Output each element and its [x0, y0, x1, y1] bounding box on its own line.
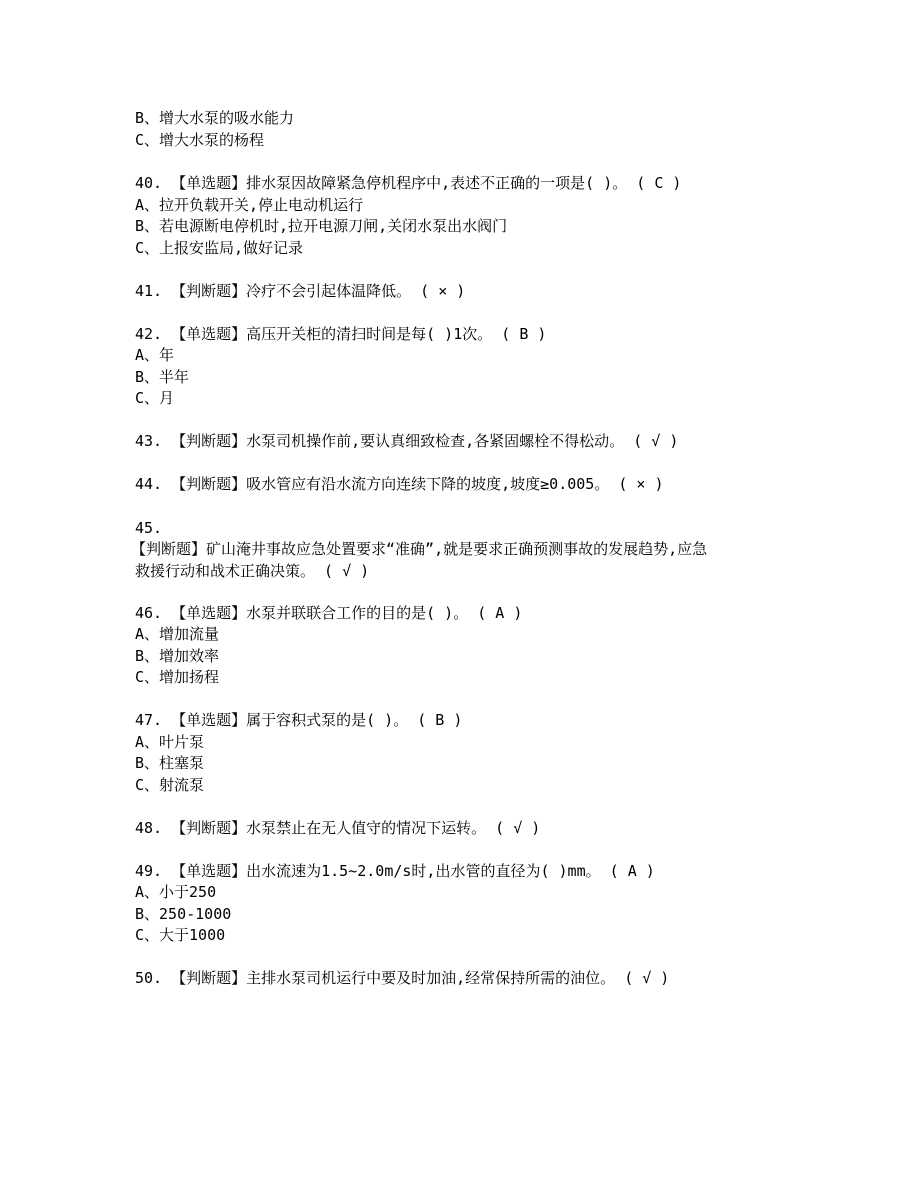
question-42: 42. 【单选题】高压开关柜的清扫时间是每( )1次。 ( B )	[135, 325, 547, 343]
option-46-c: C、增加扬程	[135, 668, 220, 686]
question-41: 41. 【判断题】冷疗不会引起体温降低。 ( × )	[135, 282, 466, 300]
option-40-c: C、上报安监局,做好记录	[135, 239, 304, 257]
option-47-b: B、柱塞泵	[135, 754, 205, 772]
option-49-a: A、小于250	[135, 883, 217, 901]
question-50: 50. 【判断题】主排水泵司机运行中要及时加油,经常保持所需的油位。 ( √ )	[135, 969, 670, 987]
option-47-c: C、射流泵	[135, 776, 205, 794]
option-42-a: A、年	[135, 346, 175, 364]
question-47: 47. 【单选题】属于容积式泵的是( )。 ( B )	[135, 711, 463, 729]
question-46: 46. 【单选题】水泵并联联合工作的目的是( )。 ( A )	[135, 604, 523, 622]
question-45-number: 45.	[135, 519, 163, 537]
option-39-c: C、增大水泵的杨程	[135, 131, 265, 149]
option-42-b: B、半年	[135, 368, 190, 386]
option-40-b: B、若电源断电停机时,拉开电源刀闸,关闭水泵出水阀门	[135, 217, 508, 235]
question-40: 40. 【单选题】排水泵因故障紧急停机程序中,表述不正确的一项是( )。 ( C )	[135, 174, 682, 192]
question-44: 44. 【判断题】吸水管应有沿水流方向连续下降的坡度,坡度≥0.005。 ( × )	[135, 475, 664, 493]
question-49: 49. 【单选题】出水流速为1.5~2.0m/s时,出水管的直径为( )mm。 ( A )	[135, 862, 655, 880]
question-43: 43. 【判断题】水泵司机操作前,要认真细致检查,各紧固螺栓不得松动。 ( √ )	[135, 432, 679, 450]
option-49-b: B、250-1000	[135, 905, 232, 923]
question-45-text-cont: 救援行动和战术正确决策。 ( √ )	[135, 562, 370, 580]
option-40-a: A、拉开负载开关,停止电动机运行	[135, 196, 364, 214]
option-47-a: A、叶片泵	[135, 733, 205, 751]
option-46-b: B、增加效率	[135, 647, 220, 665]
option-39-b: B、增大水泵的吸水能力	[135, 109, 295, 127]
option-46-a: A、增加流量	[135, 625, 220, 643]
question-45-text: 【判断题】矿山淹井事故应急处置要求“准确”,就是要求正确预测事故的发展趋势,应急	[131, 540, 708, 558]
option-49-c: C、大于1000	[135, 926, 226, 944]
question-48: 48. 【判断题】水泵禁止在无人值守的情况下运转。 ( √ )	[135, 819, 541, 837]
option-42-c: C、月	[135, 389, 175, 407]
